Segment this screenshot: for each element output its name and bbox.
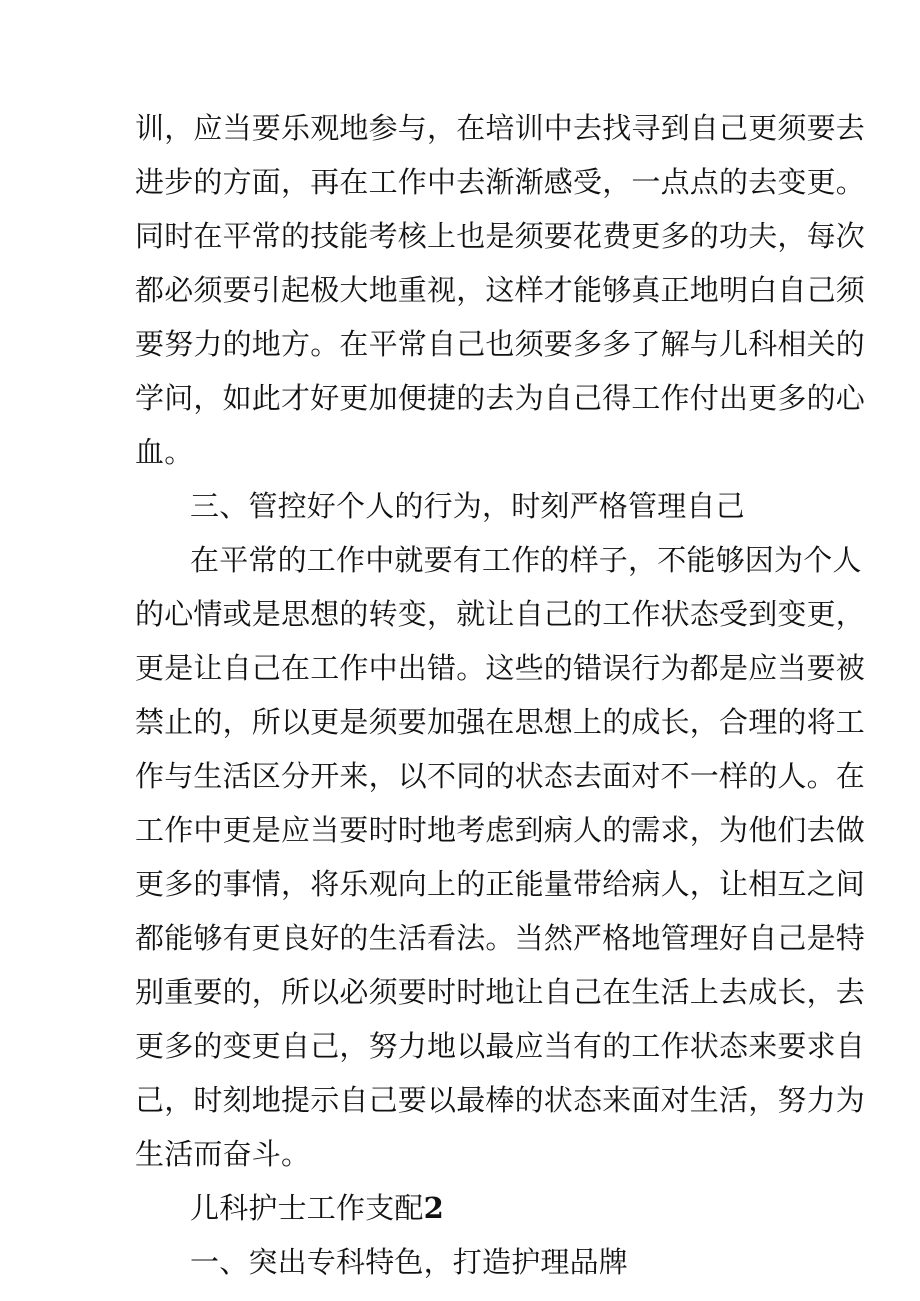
paragraph-line: 更多的变更自己，努力地以最应当有的工作状态来要求自 (135, 1029, 866, 1063)
paragraph-line: 血。 (135, 435, 194, 469)
paragraph-line: 训，应当要乐观地参与，在培训中去找寻到自己更须要去 (135, 111, 866, 145)
paragraph-line: 生活而奋斗。 (135, 1137, 311, 1171)
document-title (190, 1190, 920, 1226)
paragraph-line: 作与生活区分开来，以不同的状态去面对不一样的人。在 (135, 759, 866, 793)
paragraph-line: 都能够有更良好的生活看法。当然严格地管理好自己是特 (135, 921, 866, 955)
paragraph-line: 学问，如此才好更加便捷的去为自己得工作付出更多的心 (135, 381, 866, 415)
paragraph-line: 工作中更是应当要时时地考虑到病人的需求，为他们去做 (135, 813, 866, 847)
paragraph-line: 更是让自己在工作中出错。这些的错误行为都是应当要被 (135, 651, 866, 685)
paragraph-line: 都必须要引起极大地重视，这样才能够真正地明白自己须 (135, 273, 866, 307)
paragraph-line: 同时在平常的技能考核上也是须要花费更多的功夫，每次 (135, 219, 866, 253)
paragraph-line: 的心情或是思想的转变，就让自己的工作状态受到变更， (135, 597, 866, 631)
paragraph-line: 在平常的工作中就要有工作的样子，不能够因为个人 (190, 543, 862, 577)
paragraph-line: 要努力的地方。在平常自己也须要多多了解与儿科相关的 (135, 327, 866, 361)
document-title-text: 儿科护士工作支配 (190, 1191, 424, 1225)
document-title-number: 2 (423, 1191, 444, 1225)
paragraph-line: 己，时刻地提示自己要以最棒的状态来面对生活，努力为 (135, 1083, 866, 1117)
paragraph-line: 别重要的，所以必须要时时地让自己在生活上去成长，去 (135, 975, 866, 1009)
section-heading: 一、突出专科特色，打造护理品牌 (190, 1245, 629, 1279)
paragraph-line: 进步的方面，再在工作中去渐渐感受，一点点的去变更。 (135, 165, 866, 199)
paragraph-line: 更多的事情，将乐观向上的正能量带给病人，让相互之间 (135, 867, 866, 901)
paragraph-line: 禁止的，所以更是须要加强在思想上的成长，合理的将工 (135, 705, 866, 739)
section-heading: 三、管控好个人的行为，时刻严格管理自己 (190, 489, 745, 523)
